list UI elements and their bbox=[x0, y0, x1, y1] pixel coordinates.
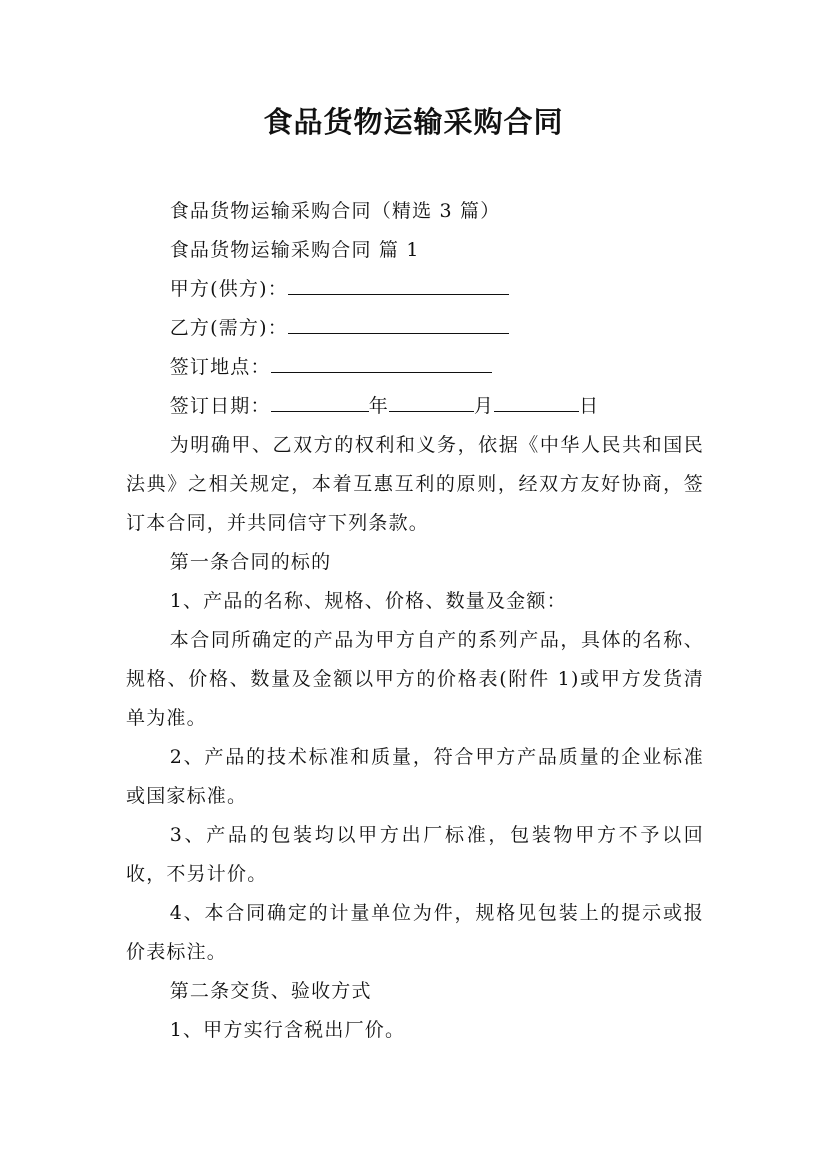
party-a-blank bbox=[288, 272, 509, 295]
article1-item1-detail: 本合同所确定的产品为甲方自产的系列产品，具体的名称、规格、价格、数量及金额以甲方的价格表(附件 1)或甲方发货清单为准。 bbox=[126, 629, 704, 729]
sign-date-label: 签订日期： bbox=[169, 395, 271, 417]
day-label: 日 bbox=[579, 395, 600, 417]
sign-place-blank bbox=[271, 350, 492, 373]
document-title: 食品货物运输采购合同 bbox=[263, 105, 564, 139]
year-label: 年 bbox=[368, 395, 389, 417]
article2-item1: 1、甲方实行含税出厂价。 bbox=[169, 1019, 406, 1041]
day-blank bbox=[494, 389, 579, 412]
article1-item2: 2、产品的技术标准和质量，符合甲方产品质量的企业标准或国家标准。 bbox=[126, 746, 704, 807]
subtitle-line: 食品货物运输采购合同（精选 3 篇） bbox=[169, 200, 501, 222]
month-blank bbox=[389, 389, 474, 412]
article1-item4: 4、本合同确定的计量单位为件，规格见包装上的提示或报价表标注。 bbox=[126, 902, 704, 963]
document-body bbox=[126, 192, 704, 1050]
intro-paragraph: 为明确甲、乙双方的权利和义务，依据《中华人民共和国民法典》之相关规定，本着互惠互利的原则，经双方友好协商，签订本合同，并共同信守下列条款。 bbox=[126, 434, 704, 534]
party-b-label: 乙方(需方)： bbox=[169, 317, 288, 339]
article1-item3: 3、产品的包装均以甲方出厂标准，包装物甲方不予以回收，不另计价。 bbox=[126, 824, 704, 885]
article1-item1: 1、产品的名称、规格、价格、数量及金额： bbox=[169, 590, 567, 612]
sign-place-line bbox=[126, 348, 704, 387]
section-line: 食品货物运输采购合同 篇 1 bbox=[169, 239, 420, 261]
party-b-blank bbox=[288, 311, 509, 334]
article2-heading: 第二条交货、验收方式 bbox=[169, 980, 372, 1002]
party-a-line bbox=[126, 270, 704, 309]
party-a-label: 甲方(供方)： bbox=[169, 278, 288, 300]
article1-heading: 第一条合同的标的 bbox=[169, 551, 332, 573]
month-label: 月 bbox=[473, 395, 495, 417]
sign-date-line bbox=[126, 387, 704, 426]
year-blank bbox=[271, 389, 369, 412]
party-b-line bbox=[126, 309, 704, 348]
sign-place-label: 签订地点： bbox=[169, 356, 271, 378]
